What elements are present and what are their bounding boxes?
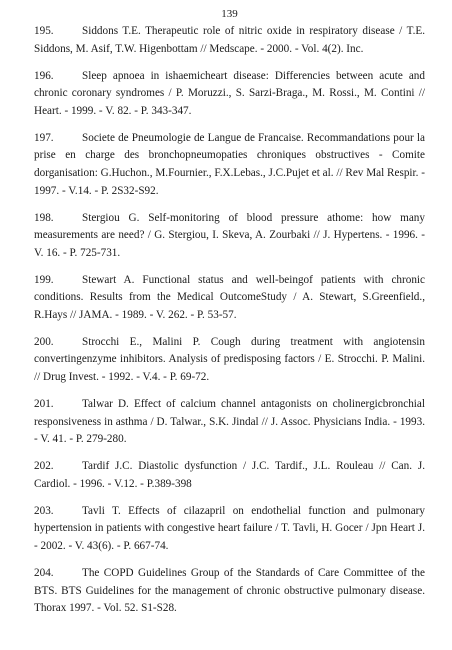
reference-text: Strocchi E., Malini P. Cough during treatment with angiotensin convertingenzyme inhibitors. Analysis of predisposing factors / E. Strocchi. P. Malini. // Drug Invest. - 1992. - V.4. - P. 69-72. <box>34 335 425 384</box>
reference-item <box>34 130 425 200</box>
reference-item <box>34 458 425 493</box>
reference-text: Siddons T.E. Therapeutic role of nitric oxide in respiratory disease / T.E. Siddons, M. Asif, T.W. Higenbottam // Medscape. - 2000. - Vol. 4(2). Inc. <box>34 25 425 55</box>
reference-number: 196. <box>34 69 54 82</box>
reference-item <box>34 396 425 449</box>
reference-item <box>34 272 425 325</box>
reference-item <box>34 565 425 618</box>
reference-item <box>34 503 425 556</box>
reference-number: 203. <box>34 504 54 517</box>
reference-number: 197. <box>34 131 54 144</box>
reference-number: 199. <box>34 273 54 286</box>
reference-text: Talwar D. Effect of calcium channel antagonists on cholinergicbronchial responsiveness in asthma / D. Talwar., S.K. Jindal // J. Assoc. Physicians India. - 1993. - V. 41. - P. 279-280. <box>34 398 425 446</box>
reference-number: 198. <box>34 211 54 224</box>
reference-number: 195. <box>34 25 54 37</box>
reference-item <box>34 210 425 263</box>
reference-item <box>34 334 425 387</box>
reference-text: Stewart A. Functional status and well-beingof patients with chronic conditions. Results from the Medical OutcomeStudy / A. Stewart, S.Greenfield., R.Hays // JAMA. - 1989. - V. 262. - P. 53-57. <box>34 273 425 321</box>
reference-text: Societe de Pneumologie de Langue de Francaise. Recommandations pour la prise en charge des bronchopneumopaties chroniques obstructives - Comite dorganisation: G.Huchon., M.Fournier., F.X.Lebas., J.C.Pujet et al. // Rev Mal Respir. - 1997. - V.14. - P. 2S32-S92. <box>34 131 425 197</box>
reference-text: Stergiou G. Self-monitoring of blood pressure athome: how many measurements are need? / G. Stergiou, I. Skeva, A. Zourbaki // J. Hypertens. - 1996. - V. 16. - P. 725-731. <box>34 211 425 259</box>
reference-number: 204. <box>34 566 54 579</box>
reference-text: Tardif J.C. Diastolic dysfunction / J.C. Tardif., J.L. Rouleau // Can. J. Cardiol. - 1996. - V.12. - P.389-398 <box>34 460 425 490</box>
reference-item <box>34 68 425 121</box>
reference-number: 201. <box>34 398 54 411</box>
reference-item <box>34 23 425 58</box>
reference-text: Tavli T. Effects of cilazapril on endothelial function and pulmonary hypertension in patients with congestive heart failure / T. Tavli, H. Gocer / Jpn Heart J. - 2002. - V. 43(6). - P. 667-74. <box>34 504 425 552</box>
reference-number: 200. <box>34 335 54 348</box>
reference-number: 202. <box>34 460 54 473</box>
page-number: 139 <box>221 8 238 20</box>
reference-list <box>34 23 425 618</box>
reference-text: The COPD Guidelines Group of the Standards of Care Committee of the BTS. BTS Guidelines for the management of chronic obstructive pulmonary disease. Thorax 1997. - Vol. 52. S1-S28. <box>34 566 425 615</box>
reference-text: Sleep apnoea in ishaemicheart disease: Differencies between acute and chronic coronary syndromes / P. Moruzzi., S. Sarzi-Braga., M. Rossi., M. Contini // Heart. - 1999. - V. 82. - P. 343-347. <box>34 69 425 117</box>
